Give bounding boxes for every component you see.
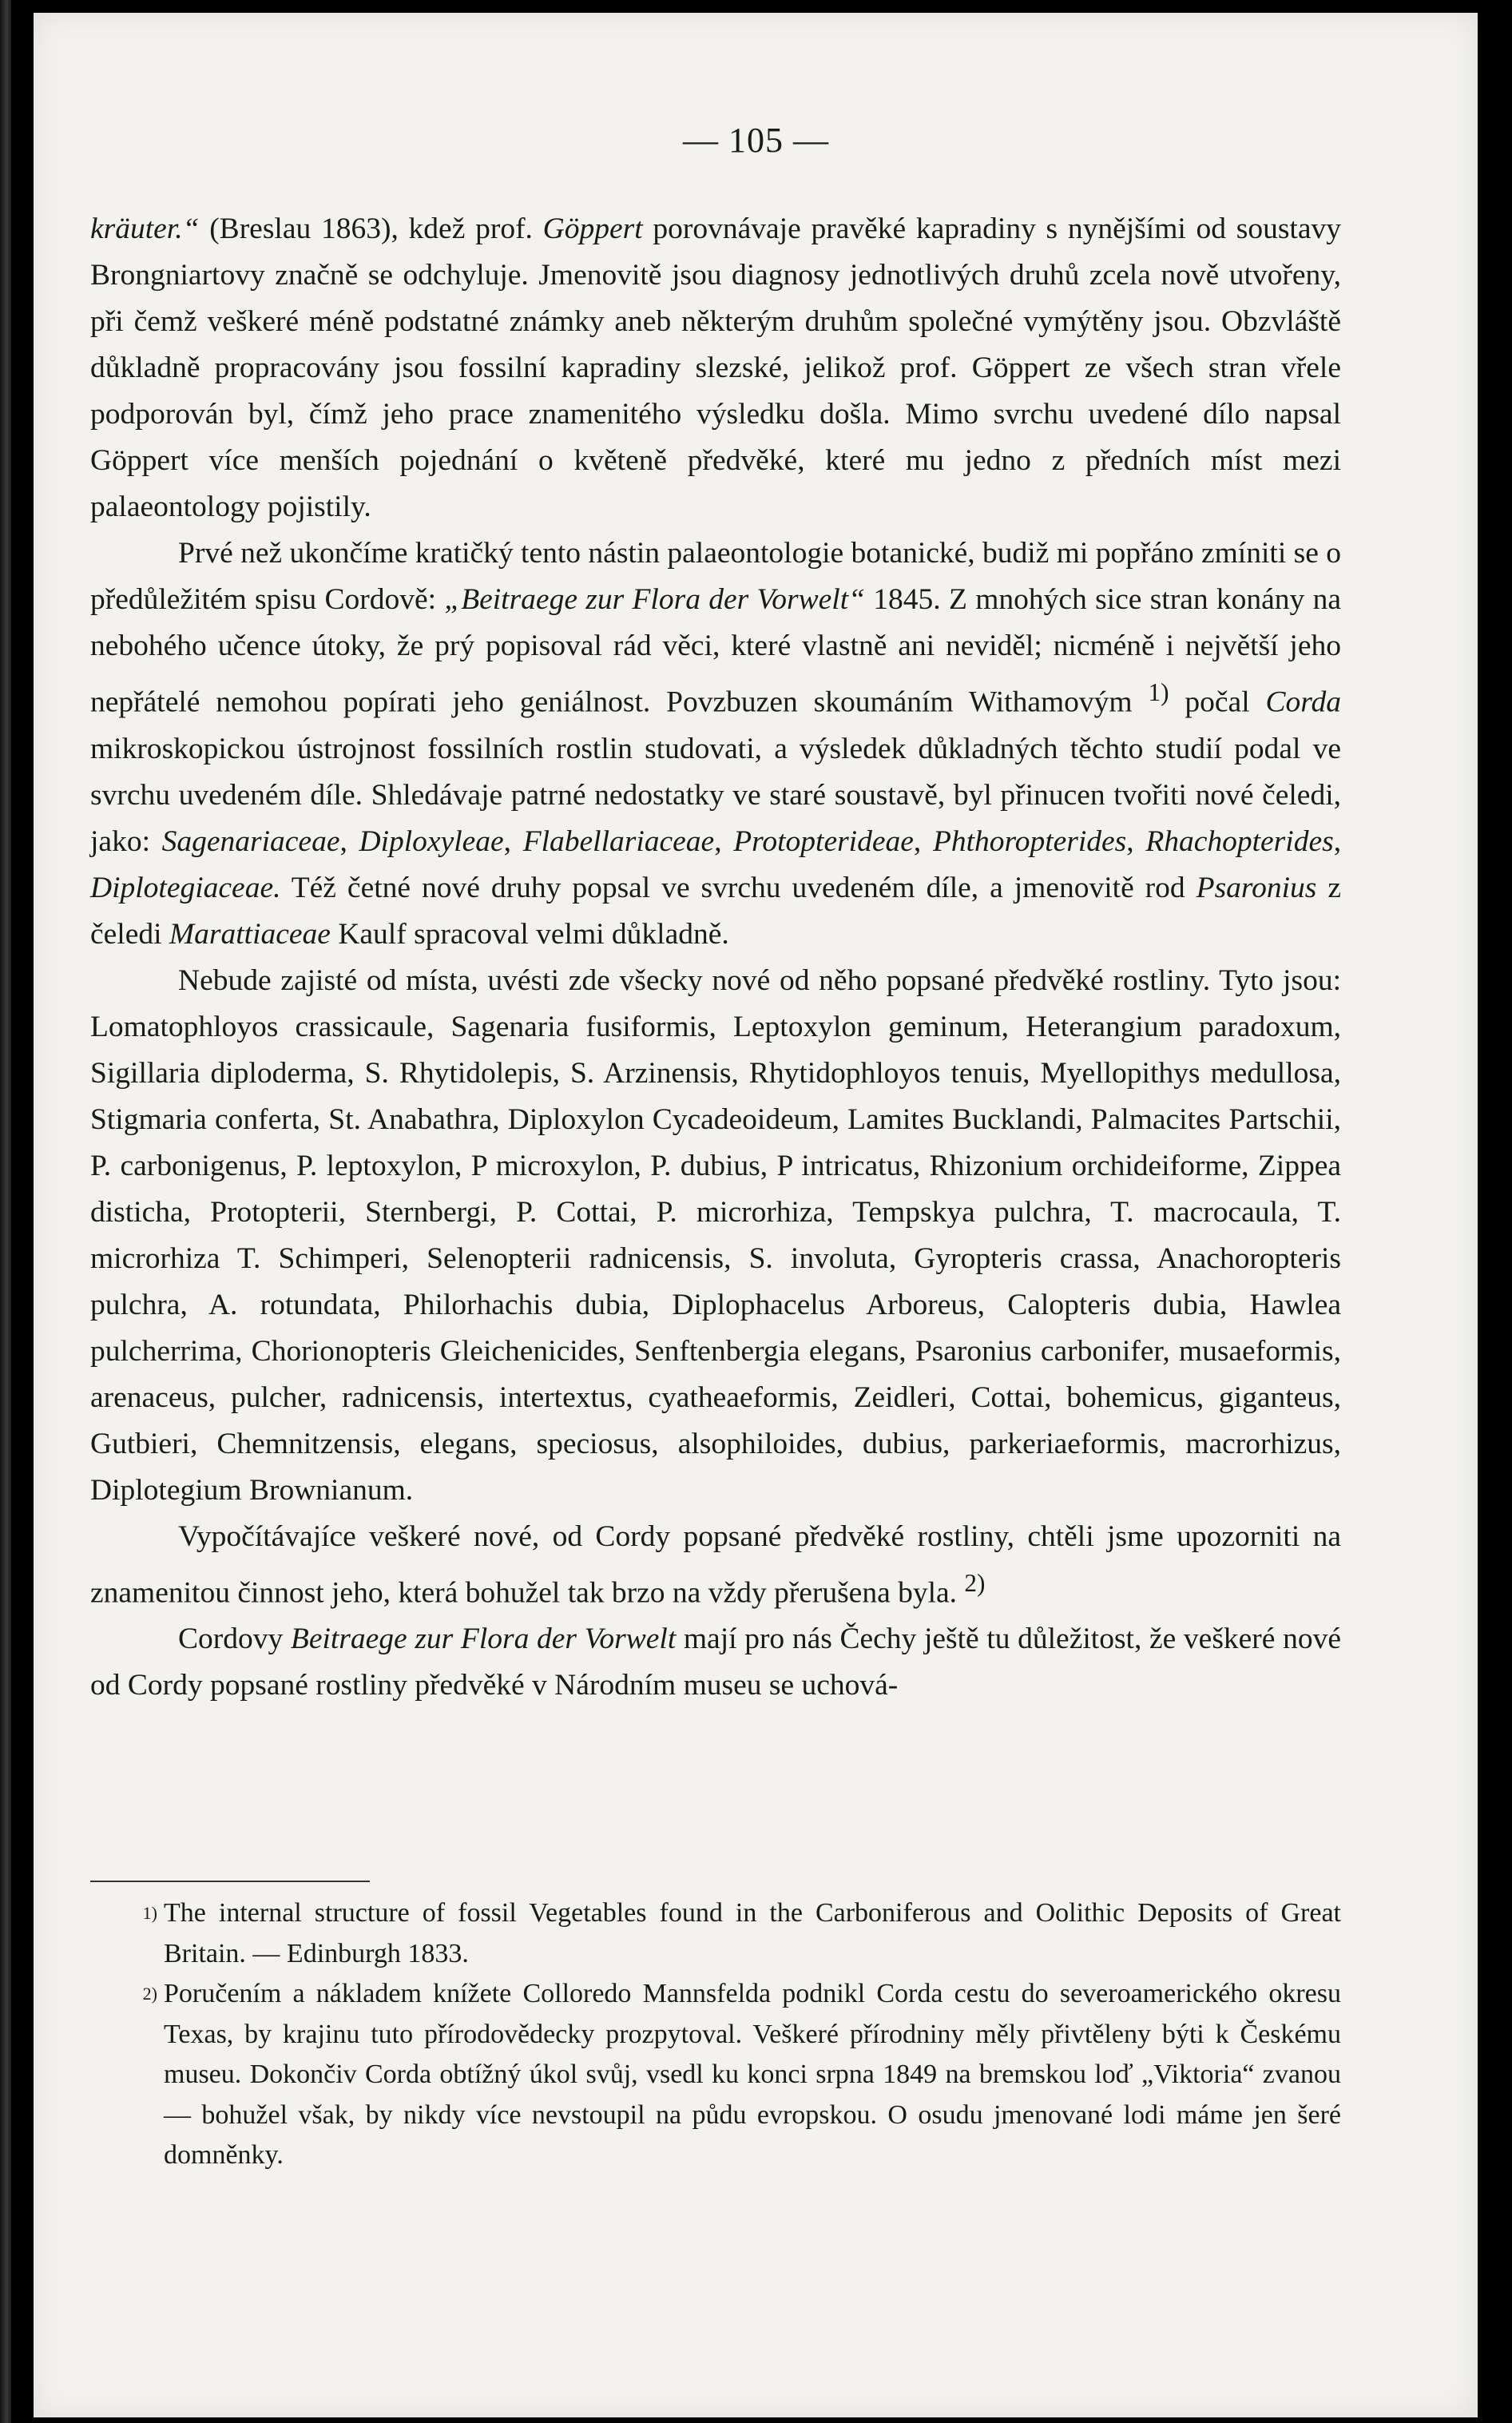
footnote-mark [109,1893,157,1941]
footnote-reference: 2) [964,1568,986,1597]
footnote-separator [90,1881,370,1882]
italic-text: „Beitraege zur Flora der Vorwelt“ [444,583,865,616]
text-run: Cordovy [178,1623,291,1655]
text-run: Vypočítávajíce veškeré nové, od Cordy popsané předvěké rostliny, chtěli jsme upozorniti na znamenitou činnost jeho, která bohužel tak brzo na vždy přerušena byla. [90,1519,1341,1609]
italic-text: Corda [1265,685,1341,719]
main-text [90,206,1341,1709]
book-spine-shadow [0,0,11,2423]
italic-text: Diploxyleae [359,824,504,858]
footnote [90,1893,1341,1974]
text-run: mikroskopickou ústrojnost fossilních rostlin studovati, a výsledek důkladných těchto studií podal ve svrchu uvedeném díle. Shledávaje patrné nedostatky ve staré soustavě, byl přinucen tvořiti nové čeledi, jako: [90,732,1341,858]
paragraph [90,1514,1341,1617]
text-run: mají pro nás Čechy ještě tu důležitost, že veškeré nové od Cordy popsané rostliny předvěké v Národním museu se uchová- [90,1623,1341,1702]
italic-text: Psaronius [1196,871,1317,904]
footnote-mark [109,1974,157,2022]
paragraph [90,530,1341,958]
text-run: počal [1169,685,1266,719]
text-run: Kaulf spracoval velmi důkladně. [330,917,729,951]
text-run: , [1333,824,1342,858]
footnotes [90,1893,1341,2176]
italic-text: Marattiaceae [169,917,331,951]
text-run: , [714,824,734,858]
paragraph [90,958,1341,1514]
footnote-reference: 1) [1148,678,1169,706]
text-run: (Breslau 1863), kdež prof. [199,213,543,245]
footnote [90,1974,1341,2176]
footnote-text: Poručením a nákladem knížete Colloredo Mannsfelda podnikl Corda cestu do severoamerického okresu Texas, by krajinu tuto přírodovědecky prozpytoval. Veškeré přírodniny měly přivtěleny býti k Českému museu. Dokončiv Corda obtížný úkol svůj, vsedl ku konci srpna 1849 na bremskou loď „Viktoria“ zvanou — bohužel však, by nikdy více nevstoupil na půdu evropskou. O osudu jmenované lodi máme jen šeré domněnky. [164,1979,1341,2170]
italic-text: Protopterideae [733,824,914,858]
page-number: — 105 — [683,121,829,160]
text-run: , [503,824,523,858]
italic-text: Flabellariaceae [522,824,715,858]
italic-text: Rhachopterides [1145,824,1334,858]
text-run: , [339,824,359,858]
italic-text: Göppert [542,213,643,245]
text-run: , [913,824,933,858]
footnote-number: 2) [142,1984,157,2004]
paragraph [90,206,1341,530]
footnote-text: The internal structure of fossil Vegetables found in the Carboniferous and Oolithic Deposits of Great Britain. — Edinburgh 1833. [164,1898,1341,1968]
italic-text: kräuter.“ [90,213,200,245]
paragraph [90,1616,1341,1709]
italic-text: Phthoropterides [932,824,1127,858]
italic-text: Beitraege zur Flora der Vorwelt [290,1623,677,1655]
scan-border [1478,0,1512,2423]
text-run: , [1126,824,1146,858]
footnote-number: 1) [142,1903,157,1923]
italic-text: Sagenariaceae [161,824,340,858]
text-run: 1845. Z mnohých sice stran konány na nebohého učence útoky, že prý popisoval rád věci, které vlastně ani neviděl; nicméně i největší jeho nepřátelé nemohou popírati jeho geniálnost. Povzbuzen skoumáním Withamovým [90,583,1341,719]
text-run: Též četné nové druhy popsal ve svrchu uvedeném díle, a jmenovitě rod [280,871,1197,904]
italic-text: Diplotegiaceae. [90,871,281,904]
text-run: Nebude zajisté od místa, uvésti zde všecky nové od něho popsané předvěké rostliny. Tyto jsou: Lomatophloyos crassicaule, Sagenaria fusiformis, Leptoxylon geminum, Heterangium paradoxum, Sigillaria diploderma, S. Rhytidolepis, S. Arzinensis, Rhytidophloyos tenuis, Myellopithys medullosa, Stigmaria conferta, St. Anabathra, Diploxylon Cycadeoideum, Lamites Bucklandi, Palmacites Partschii, P. carbonigenus, P. leptoxylon, P microxylon, P. dubius, P intricatus, Rhizonium orchideiforme, Zippea disticha, Protopterii, Sternbergi, P. Cottai, P. microrhiza, Tempskya pulchra, T. macrocaula, T. microrhiza T. Schimperi, Selenopterii radnicensis, S. involuta, Gyropteris crassa, Anachoropteris pulchra, A. rotundata, Philorhachis dubia, Diplophacelus Arboreus, Calopteris dubia, Hawlea pulcherrima, Chorionopteris Gleichenicides, Senftenbergia elegans, Psaronius carbonifer, musaeformis, arenaceus, pulcher, radnicensis, intertextus, cyatheaeformis, Zeidleri, Cottai, bohemicus, giganteus, Gutbieri, Chemnitzensis, elegans, speciosus, alsophiloides, dubius, parkeriaeformis, macrorhizus, Diplotegium Brownianum. [90,963,1341,1507]
text-run: z čeledi [90,871,1341,951]
text-run: porovnávaje pravěké kapradiny s nynějšími od soustavy Brongniartovy značně se odchyluje. Jmenovitě jsou diagnosy jednotlivých druhů zcela nově utvořeny, při čemž veškeré méně podstatné známky aneb některým druhům společné vymýtěny jsou. Obzvláště důkladně propracovány jsou fossilní kapradiny slezské, jelikož prof. Göppert ze všech stran vřele podporován byl, čímž jeho prace znamenitého výsledku došla. Mimo svrchu uvedené dílo napsal Göppert více menších pojednání o květeně předvěké, které mu jedno z předních míst mezi palaeontology pojistily. [90,213,1341,523]
text-run: Prvé než ukončíme kratičký tento nástin palaeontologie botanické, budiž mi popřáno zmíniti se o předůležitém spisu Cordově: [90,537,1341,616]
